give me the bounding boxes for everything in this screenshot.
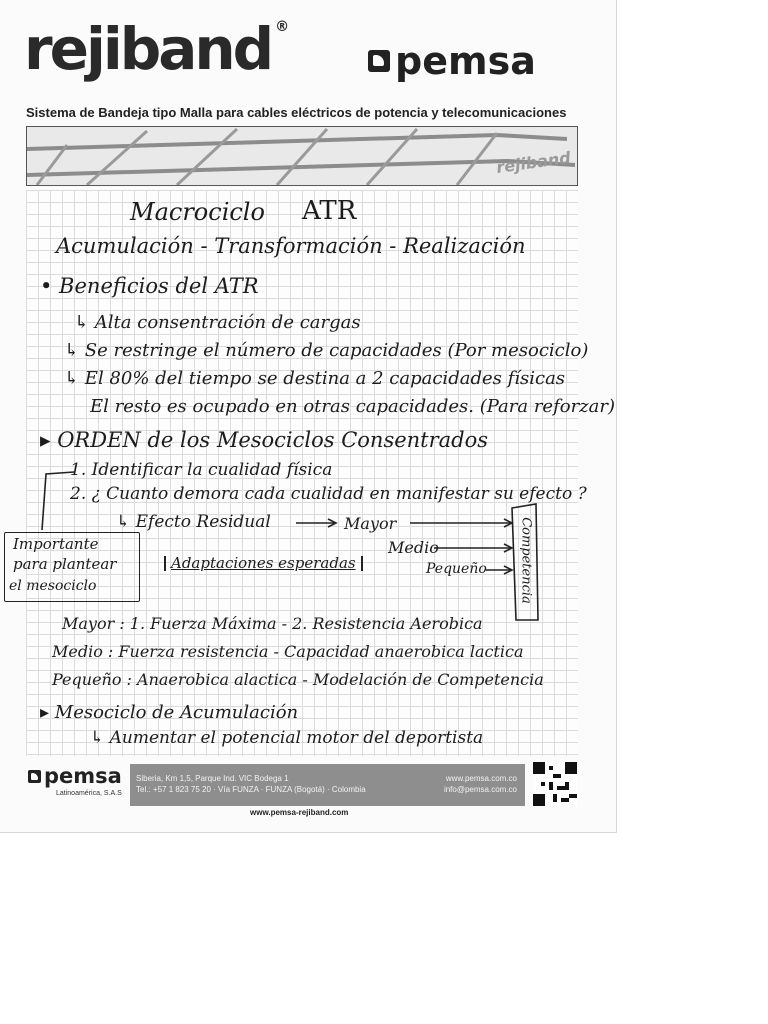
footer-web-link[interactable]: www.pemsa.com.co <box>445 774 517 783</box>
bracket-line <box>42 472 74 530</box>
acumulacion-heading: ▸ Mesociclo de Acumulación <box>40 702 299 723</box>
residual-mayor: Mayor <box>344 514 397 533</box>
footer-email-link[interactable]: info@pemsa.com.co <box>443 785 517 794</box>
pemsa-mark-icon <box>28 770 41 783</box>
footer-pemsa-logo <box>28 766 122 787</box>
footer-site-link[interactable]: www.pemsa-rejiband.com <box>250 808 349 817</box>
footer-address <box>136 773 366 795</box>
importante-note <box>4 532 140 602</box>
title-atr: ATR <box>302 196 357 226</box>
residual-pequeno: Pequeño <box>426 561 487 577</box>
benefit-item: ↳ El 80% del tiempo se destina a 2 capacidades físicas <box>64 368 566 389</box>
rejiband-logo <box>24 15 290 83</box>
residual-label: ↳ Efecto Residual <box>116 512 271 532</box>
pemsa-logo <box>368 39 536 83</box>
handwritten-strokes <box>26 190 578 756</box>
footer-brand: pemsa <box>44 764 122 788</box>
importante-line: Importante <box>13 535 99 553</box>
importante-line: para plantear <box>13 555 117 573</box>
mapping-line: Medio : Fuerza resistencia - Capacidad anaerobica lactica <box>52 642 524 661</box>
phases-line: Acumulación - Transformación - Realización <box>56 234 526 258</box>
competencia-text: Competencia <box>518 517 534 604</box>
benefit-item: ↳ Se restringe el número de capacidades (Por mesociclo) <box>64 340 589 361</box>
pemsa-mark-icon <box>368 50 390 72</box>
footer-bar <box>130 764 525 806</box>
address-line: Tel.: +57 1 823 75 20 · Vía FUNZA · FUNZA (Bogotá) · Colombia <box>136 785 366 794</box>
mapping-line: Pequeño : Anaerobica alactica - Modelación de Competencia <box>52 670 544 689</box>
residual-medio: Medio <box>388 538 439 557</box>
letterhead-subtitle: Sistema de Bandeja tipo Malla para cables eléctricos de potencia y telecomunicaciones <box>26 105 567 120</box>
qr-code-icon <box>533 762 577 806</box>
registered-mark: ® <box>275 19 290 35</box>
order-item: 1. Identificar la cualidad física <box>70 460 333 480</box>
cable-tray-drawing <box>27 127 577 185</box>
footer-contact <box>444 773 517 795</box>
mapping-line: Mayor : 1. Fuerza Máxima - 2. Resistencia Aerobica <box>62 614 483 633</box>
benefit-item: ↳ Alta consentración de cargas <box>74 312 361 333</box>
benefit-item: El resto es ocupado en otras capacidades. (Para reforzar) <box>90 396 616 417</box>
order-heading: ▸ ORDEN de los Mesociclos Consentrados <box>40 428 489 452</box>
pemsa-name: pemsa <box>395 39 536 83</box>
tray-label: rejiband <box>495 147 572 178</box>
benefits-heading: • Beneficios del ATR <box>40 274 259 298</box>
acumulacion-item: ↳ Aumentar el potencial motor del deportista <box>90 728 484 748</box>
address-line: Siberia, Km 1,5, Parque Ind. VIC Bodega 1 <box>136 774 289 783</box>
footer-company: Latinoamérica, S.A.S <box>56 790 122 797</box>
grid-paper-area <box>26 190 616 756</box>
order-item: 2. ¿ Cuanto demora cada cualidad en manifestar su efecto ? <box>70 484 587 504</box>
adaptaciones-label: Adaptaciones esperadas <box>164 556 363 571</box>
importante-line: el mesociclo <box>9 578 97 594</box>
cable-tray-photo <box>26 126 578 186</box>
title-macrociclo: Macrociclo <box>130 198 265 226</box>
competencia-label <box>516 506 536 618</box>
brand-name: rejiband <box>24 15 272 83</box>
